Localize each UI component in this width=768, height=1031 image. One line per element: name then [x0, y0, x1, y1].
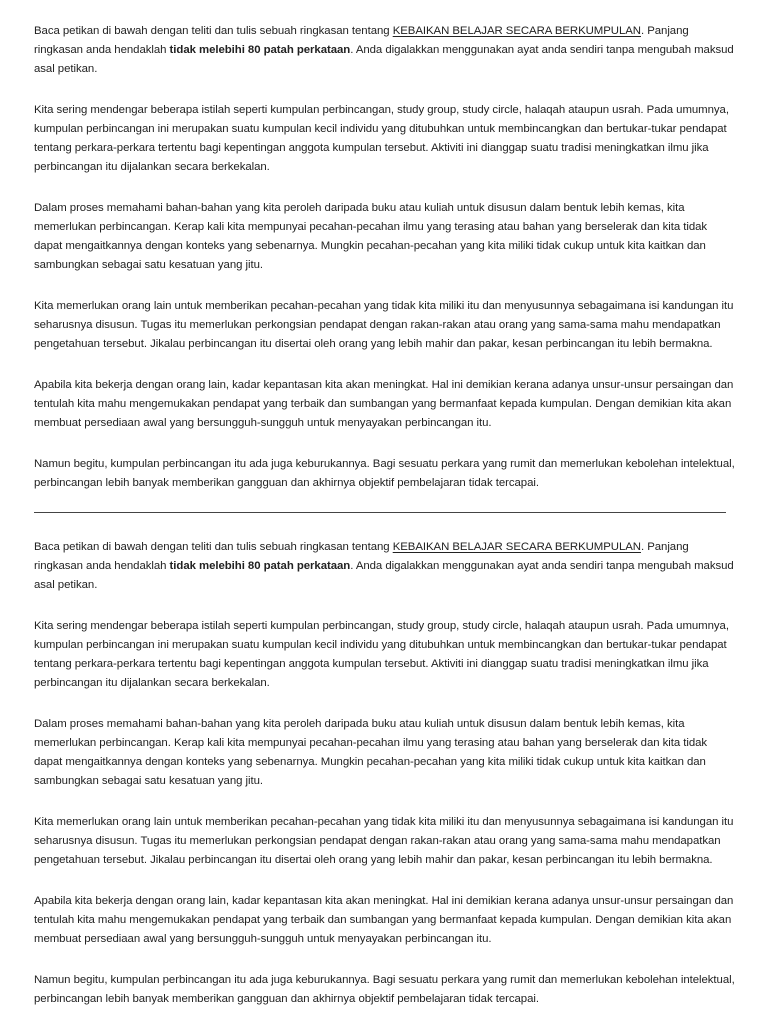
- passage-paragraph: Apabila kita bekerja dengan orang lain, kadar kepantasan kita akan meningkat. Hal ini demikian kerana adanya unsur-unsur persaingan dan tentulah kita mahu mengemukakan pendapat yang terbaik dan sumbangan yang bermanfaat kepada kumpulan. Dengan demikian kita akan membuat persediaan awal yang bersungguh-sungguh untuk menyayakan perbincangan itu.: [34, 895, 734, 945]
- instruction-text: . Panjang ringkasan anda hendaklah: [34, 541, 689, 572]
- topic-title: KEBAIKAN BELAJAR SECARA BERKUMPULAN: [392, 25, 641, 37]
- passage-paragraph: Apabila kita bekerja dengan orang lain, kadar kepantasan kita akan meningkat. Hal ini demikian kerana adanya unsur-unsur persaingan dan tentulah kita mahu mengemukakan pendapat yang terbaik dan sumbangan yang bermanfaat kepada kumpulan. Dengan demikian kita akan membuat persediaan awal yang bersungguh-sungguh untuk menyayakan perbincangan itu.: [34, 379, 734, 429]
- passage-paragraph: Namun begitu, kumpulan perbincangan itu ada juga keburukannya. Bagi sesuatu perkara yang rumit dan memerlukan kebolehan intelektual, perbincangan lebih banyak memberikan gangguan dan akhirnya objektif pembelajaran tidak tercapai.: [34, 458, 735, 489]
- document-page: [34, 22, 738, 1031]
- passage-paragraph: Kita sering mendengar beberapa istilah seperti kumpulan perbincangan, study group, study circle, halaqah ataupun usrah. Pada umumnya, kumpulan perbincangan ini merupakan suatu kumpulan kecil individu yang ditubuhkan untuk membincangkan dan bertukar-tukar pendapat tentang perkara-perkara tertentu bagi kepentingan anggota kumpulan tersebut. Aktiviti ini dianggap suatu tradisi meningkatkan ilmu jika perbincangan itu dijalankan secara berkekalan.: [34, 620, 729, 689]
- section-divider: [34, 512, 726, 513]
- word-limit: tidak melebihi 80 patah perkataan: [169, 44, 351, 56]
- instruction-text: Baca petikan di bawah dengan teliti dan tulis sebuah ringkasan tentang: [34, 541, 393, 553]
- instruction-text: Baca petikan di bawah dengan teliti dan tulis sebuah ringkasan tentang: [34, 25, 393, 37]
- topic-title: KEBAIKAN BELAJAR SECARA BERKUMPULAN: [392, 541, 641, 553]
- passage-section-2: [34, 538, 738, 1009]
- passage-paragraph: Dalam proses memahami bahan-bahan yang kita peroleh daripada buku atau kuliah untuk disusun dalam bentuk lebih kemas, kita memerlukan perbincangan. Kerap kali kita mempunyai pecahan-pecahan ilmu yang terasing atau bahan yang berselerak dan kita tidak dapat mengaitkannya dengan konteks yang sebenarnya. Mungkin pecahan-pecahan yang kita miliki tidak cukup untuk kita kaitkan dan sambungkan sebagai satu kesatuan yang jitu.: [34, 202, 708, 271]
- passage-paragraph: Dalam proses memahami bahan-bahan yang kita peroleh daripada buku atau kuliah untuk disusun dalam bentuk lebih kemas, kita memerlukan perbincangan. Kerap kali kita mempunyai pecahan-pecahan ilmu yang terasing atau bahan yang berselerak dan kita tidak dapat mengaitkannya dengan konteks yang sebenarnya. Mungkin pecahan-pecahan yang kita miliki tidak cukup untuk kita kaitkan dan sambungkan sebagai satu kesatuan yang jitu.: [34, 718, 708, 787]
- passage-section-1: [34, 22, 738, 493]
- instruction-text: . Panjang ringkasan anda hendaklah: [34, 25, 689, 56]
- instruction-paragraph: [34, 22, 738, 79]
- word-limit: tidak melebihi 80 patah perkataan: [169, 560, 351, 572]
- passage-paragraph: Namun begitu, kumpulan perbincangan itu ada juga keburukannya. Bagi sesuatu perkara yang rumit dan memerlukan kebolehan intelektual, perbincangan lebih banyak memberikan gangguan dan akhirnya objektif pembelajaran tidak tercapai.: [34, 974, 735, 1005]
- instruction-text: . Anda digalakkan menggunakan ayat anda sendiri tanpa mengubah maksud asal petikan.: [34, 44, 734, 75]
- passage-paragraph: Kita memerlukan orang lain untuk memberikan pecahan-pecahan yang tidak kita miliki itu dan menyusunnya sebagaimana isi kandungan itu seharusnya disusun. Tugas itu memerlukan perkongsian pendapat dengan rakan-rakan atau orang yang sama-sama mahu mendapatkan pengetahuan tersebut. Jikalau perbincangan itu disertai oleh orang yang lebih mahir dan pakar, kesan perbincangan itu lebih bermakna.: [34, 816, 734, 866]
- instruction-text: . Anda digalakkan menggunakan ayat anda sendiri tanpa mengubah maksud asal petikan.: [34, 560, 734, 591]
- instruction-paragraph: [34, 538, 738, 595]
- passage-paragraph: Kita sering mendengar beberapa istilah seperti kumpulan perbincangan, study group, study circle, halaqah ataupun usrah. Pada umumnya, kumpulan perbincangan ini merupakan suatu kumpulan kecil individu yang ditubuhkan untuk membincangkan dan bertukar-tukar pendapat tentang perkara-perkara tertentu bagi kepentingan anggota kumpulan tersebut. Aktiviti ini dianggap suatu tradisi meningkatkan ilmu jika perbincangan itu dijalankan secara berkekalan.: [34, 104, 729, 173]
- passage-paragraph: Kita memerlukan orang lain untuk memberikan pecahan-pecahan yang tidak kita miliki itu dan menyusunnya sebagaimana isi kandungan itu seharusnya disusun. Tugas itu memerlukan perkongsian pendapat dengan rakan-rakan atau orang yang sama-sama mahu mendapatkan pengetahuan tersebut. Jikalau perbincangan itu disertai oleh orang yang lebih mahir dan pakar, kesan perbincangan itu lebih bermakna.: [34, 300, 734, 350]
